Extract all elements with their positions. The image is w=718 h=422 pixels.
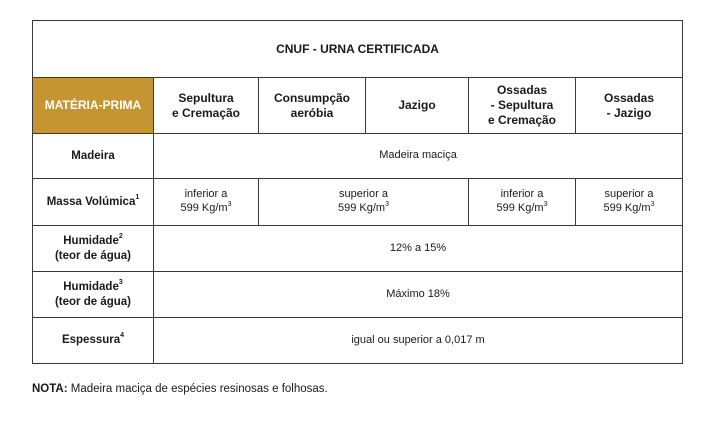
cell-humidade-3-value: Máximo 18% (154, 272, 683, 318)
table-row (33, 226, 683, 272)
header-ossadas-jazigo: Ossadas - Jazigo (576, 78, 683, 134)
spec-table (32, 20, 683, 364)
cell-massa-sepultura: inferior a 599 $Kg/m^3$ (154, 179, 259, 226)
row-label-humidade-3: Humidade$^3$ (teor de água) (33, 272, 154, 318)
header-materia-prima: MATÉRIA-PRIMA (33, 78, 154, 134)
table-row (33, 272, 683, 318)
cell-massa-consumpcao-jazigo: superior a 599 $Kg/m^3$ (259, 179, 469, 226)
table-row (33, 318, 683, 364)
cell-humidade-2-value: 12% a 15% (154, 226, 683, 272)
table-row (33, 179, 683, 226)
row-label-madeira: Madeira (33, 134, 154, 179)
header-jazigo: Jazigo (366, 78, 469, 134)
table-title: CNUF - URNA CERTIFICADA (33, 21, 683, 78)
cell-madeira-value: Madeira maciça (154, 134, 683, 179)
row-label-espessura: Espessura$^4$ (33, 318, 154, 364)
row-label-humidade-2: Humidade$^2$ (teor de água) (33, 226, 154, 272)
header-row (33, 78, 683, 134)
note-text: Madeira maciça de espécies resinosas e folhosas. (67, 383, 328, 395)
header-sepultura-cremacao: Sepultura e Cremação (154, 78, 259, 134)
cell-massa-ossadas-sepultura: inferior a 599 $Kg/m^3$ (469, 179, 576, 226)
note-label: NOTA: (32, 383, 68, 395)
table-row (33, 134, 683, 179)
header-consumpcao-aerobia: Consumpção aeróbia (259, 78, 366, 134)
header-ossadas-sepultura: Ossadas - Sepultura e Cremação (469, 78, 576, 134)
row-label-massa-volumica: Massa Volúmica$^1$ (33, 179, 154, 226)
cell-espessura-value: igual ou superior a 0,017 m (154, 318, 683, 364)
cell-massa-ossadas-jazigo: superior a 599 $Kg/m^3$ (576, 179, 683, 226)
footnote (32, 383, 328, 395)
